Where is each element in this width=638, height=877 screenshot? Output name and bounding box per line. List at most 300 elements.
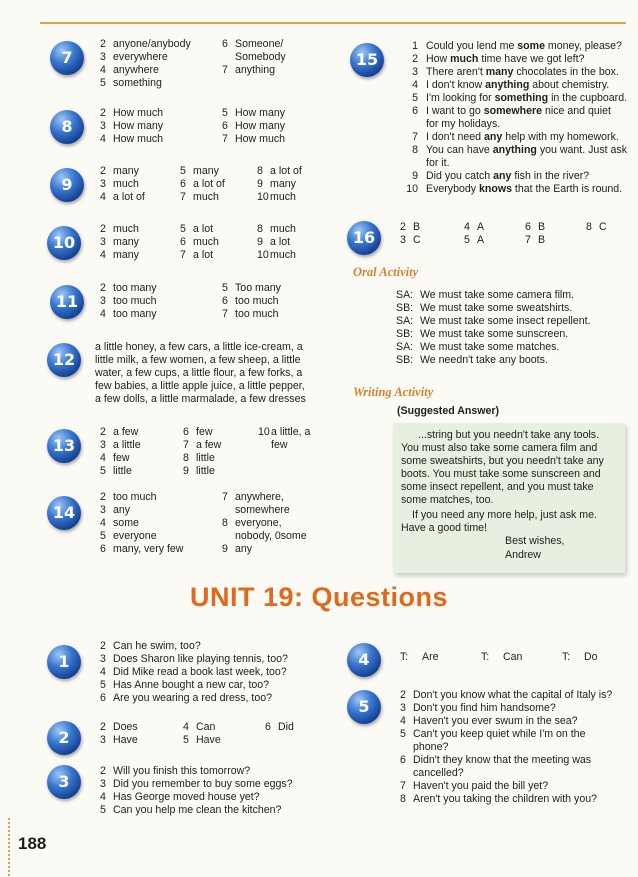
answer-item bbox=[100, 133, 163, 146]
answer-item bbox=[100, 308, 157, 321]
answer-column bbox=[100, 282, 157, 321]
answer-item bbox=[257, 165, 302, 178]
dialogue-line bbox=[396, 354, 591, 367]
dialogue-line bbox=[396, 341, 591, 354]
item-number: 3 bbox=[100, 295, 106, 307]
item-number: 7 bbox=[222, 491, 228, 503]
answer-column bbox=[562, 651, 598, 664]
speaker-label: SB: bbox=[396, 328, 414, 340]
answer-item bbox=[400, 728, 612, 741]
item-number bbox=[222, 504, 235, 517]
item-number: T: bbox=[481, 651, 490, 663]
answer-item bbox=[222, 491, 307, 504]
item-number: 3 bbox=[100, 504, 106, 516]
item-number: 7 bbox=[180, 249, 186, 261]
item-text: B bbox=[538, 234, 546, 246]
item-number: 5 bbox=[412, 92, 418, 104]
answer-item bbox=[100, 236, 139, 249]
exercise-number-badge: 15 bbox=[350, 43, 384, 77]
item-text: How much bbox=[235, 133, 286, 145]
item-number: 2 bbox=[100, 223, 106, 235]
item-number: 6 bbox=[180, 236, 186, 248]
item-text: I don't need any help with my homework. bbox=[426, 131, 619, 143]
answer-item bbox=[525, 221, 545, 234]
item-number: T: bbox=[562, 651, 571, 663]
item-number: 5 bbox=[464, 234, 470, 246]
answer-item bbox=[100, 491, 183, 504]
unit-title: UNIT 19: Questions bbox=[189, 582, 449, 612]
answer-item bbox=[400, 767, 612, 780]
item-number: 7 bbox=[180, 191, 186, 203]
item-text: a lot bbox=[193, 249, 214, 261]
item-number: 3 bbox=[100, 120, 106, 132]
answer-item bbox=[400, 118, 627, 131]
answer-column bbox=[100, 491, 183, 556]
item-text: Everybody knows that the Earth is round. bbox=[426, 183, 623, 195]
answer-column bbox=[222, 282, 281, 321]
item-number: 4 bbox=[100, 666, 106, 678]
answer-item bbox=[100, 77, 191, 90]
item-number: 4 bbox=[100, 64, 106, 76]
answer-column bbox=[100, 107, 163, 146]
item-text: many bbox=[270, 178, 296, 190]
item-number: 8 bbox=[183, 452, 189, 464]
answer-item bbox=[257, 178, 302, 191]
item-text: How many bbox=[235, 107, 286, 119]
item-text: many bbox=[113, 165, 139, 177]
item-text: cancelled? bbox=[413, 767, 464, 779]
answer-item bbox=[180, 249, 219, 262]
answer-item bbox=[258, 426, 310, 439]
item-text: a lot bbox=[193, 223, 214, 235]
item-text: much bbox=[270, 191, 296, 203]
answer-item bbox=[400, 741, 612, 754]
answer-item bbox=[100, 791, 293, 804]
item-text: Did bbox=[278, 721, 294, 733]
margin-dots bbox=[8, 818, 10, 876]
item-text: a little, a bbox=[271, 426, 311, 438]
answer-item bbox=[400, 40, 627, 53]
item-text: for it. bbox=[426, 157, 450, 169]
item-text: too much bbox=[235, 295, 279, 307]
item-number: 6 bbox=[180, 178, 186, 190]
top-rule bbox=[40, 22, 626, 24]
answer-item bbox=[100, 38, 191, 51]
item-number: 6 bbox=[412, 105, 418, 117]
item-number: 2 bbox=[412, 53, 418, 65]
item-number: 4 bbox=[100, 191, 106, 203]
answer-item bbox=[257, 249, 296, 262]
answer-item bbox=[222, 38, 286, 51]
answer-item bbox=[100, 517, 183, 530]
exercise-number-badge: 5 bbox=[347, 690, 381, 724]
item-text: How much bbox=[113, 133, 164, 145]
item-text: C bbox=[599, 221, 607, 233]
dialogue-line bbox=[396, 315, 591, 328]
item-text: much bbox=[193, 236, 219, 248]
answer-item bbox=[100, 465, 141, 478]
exercise-number-badge: 4 bbox=[347, 643, 381, 677]
answer-item bbox=[100, 530, 183, 543]
answer-item bbox=[400, 92, 627, 105]
item-number: T: bbox=[400, 651, 409, 663]
item-text: Can bbox=[196, 721, 216, 733]
item-number: 1 bbox=[412, 40, 418, 52]
item-number: 3 bbox=[100, 778, 106, 790]
answer-item bbox=[100, 51, 191, 64]
item-number: 4 bbox=[400, 715, 406, 727]
answer-item bbox=[183, 465, 221, 478]
item-number: 5 bbox=[222, 282, 228, 294]
item-number: 2 bbox=[400, 221, 406, 233]
oral-dialogue bbox=[396, 289, 591, 367]
answer-item bbox=[222, 530, 307, 543]
item-number: 7 bbox=[412, 131, 418, 143]
answer-column bbox=[100, 426, 141, 478]
answer-item bbox=[100, 439, 141, 452]
dialogue-text: We must take some insect repellent. bbox=[420, 315, 591, 327]
letter-signature: Andrew bbox=[505, 549, 541, 561]
answer-item bbox=[400, 170, 627, 183]
item-text: Didn't they know that the meeting was bbox=[413, 754, 592, 766]
answer-item bbox=[183, 721, 221, 734]
answer-item bbox=[400, 715, 612, 728]
dialogue-text: We must take some sweatshirts. bbox=[420, 302, 573, 314]
item-number: 5 bbox=[100, 465, 106, 477]
answer-item bbox=[400, 689, 612, 702]
item-number: 6 bbox=[222, 295, 228, 307]
answer-column bbox=[222, 107, 285, 146]
item-text: B bbox=[413, 221, 421, 233]
item-text: few bbox=[113, 452, 130, 464]
item-number: 2 bbox=[100, 721, 106, 733]
answer-column bbox=[222, 491, 307, 556]
answer-column bbox=[100, 765, 293, 817]
answer-column bbox=[180, 165, 225, 204]
item-text: many, very few bbox=[113, 543, 184, 555]
answer-item bbox=[222, 517, 307, 530]
item-text: Does Sharon like playing tennis, too? bbox=[113, 653, 288, 665]
item-text: Are bbox=[422, 651, 439, 663]
answer-item bbox=[265, 721, 294, 734]
item-number: 4 bbox=[100, 249, 106, 261]
answer-item bbox=[100, 640, 288, 653]
item-text: Did you remember to buy some eggs? bbox=[113, 778, 293, 790]
item-number: 9 bbox=[257, 236, 263, 248]
answer-item bbox=[100, 107, 163, 120]
item-number: 4 bbox=[183, 721, 189, 733]
answer-item bbox=[180, 165, 225, 178]
answer-item bbox=[464, 234, 484, 247]
item-text: Can't you keep quiet while I'm on the bbox=[413, 728, 586, 740]
item-text: little bbox=[113, 465, 132, 477]
item-text: too much bbox=[113, 295, 157, 307]
item-text: I want to go somewhere nice and quiet bbox=[426, 105, 611, 117]
answer-item bbox=[258, 439, 310, 452]
answer-item bbox=[100, 804, 293, 817]
item-text: B bbox=[538, 221, 546, 233]
answer-item bbox=[100, 653, 288, 666]
speaker-label: SA: bbox=[396, 341, 414, 353]
item-text: any bbox=[235, 543, 253, 555]
speaker-label: SA: bbox=[396, 315, 414, 327]
answer-column bbox=[257, 223, 296, 262]
item-text: Are you wearing a red dress, too? bbox=[113, 692, 272, 704]
item-text: How many bbox=[113, 120, 164, 132]
answer-item bbox=[481, 651, 522, 664]
item-text: Do bbox=[584, 651, 598, 663]
item-text: any bbox=[113, 504, 131, 516]
item-text: nobody, 0some bbox=[235, 530, 307, 542]
answer-item bbox=[100, 120, 163, 133]
exercise-number-badge: 10 bbox=[47, 226, 81, 260]
item-number: 7 bbox=[400, 780, 406, 792]
answer-item bbox=[183, 452, 221, 465]
answer-item bbox=[100, 504, 183, 517]
item-number: 6 bbox=[183, 426, 189, 438]
answer-item bbox=[183, 439, 221, 452]
item-number: 4 bbox=[100, 791, 106, 803]
item-number: 5 bbox=[100, 679, 106, 691]
answer-item bbox=[400, 221, 421, 234]
answer-column bbox=[183, 426, 221, 478]
item-number: 8 bbox=[257, 223, 263, 235]
item-text: too much bbox=[235, 308, 279, 320]
item-text: something bbox=[113, 77, 162, 89]
exercise-number-badge: 7 bbox=[50, 41, 84, 75]
answer-item bbox=[464, 221, 484, 234]
item-number: 8 bbox=[257, 165, 263, 177]
item-text: There aren't many chocolates in the box. bbox=[426, 66, 619, 78]
answer-item bbox=[100, 191, 145, 204]
answer-column bbox=[464, 221, 484, 247]
item-text: Haven't you paid the bill yet? bbox=[413, 780, 549, 792]
answer-item bbox=[100, 692, 288, 705]
item-text: Does bbox=[113, 721, 138, 733]
item-text: Aren't you taking the children with you? bbox=[413, 793, 597, 805]
item-number: 3 bbox=[412, 66, 418, 78]
item-text: a few bbox=[196, 439, 222, 451]
item-number: 5 bbox=[222, 107, 228, 119]
item-text: many bbox=[113, 236, 139, 248]
exercise-number-badge: 1 bbox=[47, 645, 81, 679]
item-number: 6 bbox=[222, 120, 228, 132]
answer-column bbox=[100, 721, 138, 747]
item-text: many bbox=[193, 165, 219, 177]
item-number: 5 bbox=[180, 223, 186, 235]
exercise-number-badge: 12 bbox=[47, 343, 81, 377]
item-number: 5 bbox=[183, 734, 189, 746]
answer-item bbox=[100, 178, 145, 191]
letter-line: ...string but you needn't take any tools. bbox=[418, 429, 600, 441]
letter-line: Have a good time! bbox=[401, 522, 487, 534]
item-text: a lot of bbox=[193, 178, 225, 190]
answer-item bbox=[100, 778, 293, 791]
item-text: Too many bbox=[235, 282, 281, 294]
answer-item bbox=[257, 223, 296, 236]
item-text: C bbox=[413, 234, 421, 246]
item-number: 9 bbox=[222, 543, 228, 555]
item-number: 5 bbox=[100, 77, 106, 89]
item-number: 10 bbox=[258, 426, 270, 438]
item-number: 4 bbox=[100, 308, 106, 320]
answer-item bbox=[100, 452, 141, 465]
answer-item bbox=[100, 734, 138, 747]
exercise-number-badge: 9 bbox=[50, 168, 84, 202]
exercise-number-badge: 8 bbox=[50, 110, 84, 144]
answer-item bbox=[100, 765, 293, 778]
item-text: Has Anne bought a new car, too? bbox=[113, 679, 270, 691]
item-number: 4 bbox=[100, 133, 106, 145]
item-text: a lot bbox=[270, 236, 291, 248]
answer-item bbox=[562, 651, 598, 664]
item-number: 2 bbox=[100, 38, 106, 50]
answer-item bbox=[400, 702, 612, 715]
item-number: 2 bbox=[100, 107, 106, 119]
item-number: 3 bbox=[400, 702, 406, 714]
item-number: 6 bbox=[265, 721, 271, 733]
oral-activity-heading: Oral Activity bbox=[353, 265, 419, 279]
answer-item bbox=[222, 504, 307, 517]
item-number: 7 bbox=[222, 133, 228, 145]
item-text: How much time have we got left? bbox=[426, 53, 585, 65]
item-number: 7 bbox=[183, 439, 189, 451]
item-number: 6 bbox=[525, 221, 531, 233]
answer-item bbox=[100, 64, 191, 77]
answer-column bbox=[100, 640, 288, 705]
answer-item bbox=[180, 223, 219, 236]
item-number bbox=[400, 118, 418, 131]
answer-item bbox=[222, 133, 285, 146]
item-text: for my holidays. bbox=[426, 118, 501, 130]
item-text: a little bbox=[113, 439, 141, 451]
item-text: a lot of bbox=[270, 165, 302, 177]
answer-item bbox=[100, 295, 157, 308]
item-number: 4 bbox=[100, 517, 106, 529]
item-text: Has George moved house yet? bbox=[113, 791, 260, 803]
answer-column bbox=[257, 165, 302, 204]
item-text: Haven't you ever swum in the sea? bbox=[413, 715, 578, 727]
item-number: 6 bbox=[222, 38, 228, 50]
letter-closing: Best wishes, bbox=[505, 535, 565, 547]
item-number: 3 bbox=[100, 439, 106, 451]
exercise-number-badge: 11 bbox=[50, 285, 84, 319]
letter-line: some insect repellent, and you must take bbox=[401, 481, 594, 493]
item-number: 5 bbox=[180, 165, 186, 177]
item-text: Don't you find him handsome? bbox=[413, 702, 556, 714]
letter-line: some sweatshirts, but you needn't take any bbox=[401, 455, 604, 467]
item-number: 3 bbox=[100, 178, 106, 190]
answer-item bbox=[100, 165, 145, 178]
item-text: a few bbox=[113, 426, 139, 438]
answer-item bbox=[100, 223, 139, 236]
letter-line: boots. You must take some sunscreen and bbox=[401, 468, 601, 480]
answer-item bbox=[180, 191, 225, 204]
exercise-number-badge: 3 bbox=[47, 765, 81, 799]
answer-item bbox=[257, 191, 302, 204]
item-number: 6 bbox=[100, 543, 106, 555]
item-number: 8 bbox=[222, 517, 228, 529]
answer-column bbox=[586, 221, 607, 234]
answer-paragraph-line: water, a few cups, a little flour, a few forks, a bbox=[95, 367, 303, 379]
answer-item bbox=[586, 221, 607, 234]
answer-item bbox=[222, 308, 281, 321]
answer-item bbox=[183, 426, 221, 439]
answer-column bbox=[400, 651, 439, 664]
item-number: 10 bbox=[257, 191, 269, 203]
dialogue-text: We must take some camera film. bbox=[420, 289, 575, 301]
item-number: 7 bbox=[525, 234, 531, 246]
answer-column bbox=[265, 721, 294, 734]
answer-column bbox=[481, 651, 522, 664]
item-number: 3 bbox=[100, 653, 106, 665]
item-text: Someone/ bbox=[235, 38, 284, 50]
answer-item bbox=[222, 107, 285, 120]
item-text: Have bbox=[196, 734, 221, 746]
answer-column bbox=[180, 223, 219, 262]
item-text: much bbox=[270, 249, 296, 261]
item-text: Don't you know what the capital of Italy is? bbox=[413, 689, 613, 701]
answer-list bbox=[400, 40, 627, 196]
item-number: 5 bbox=[100, 530, 106, 542]
item-text: everyone bbox=[113, 530, 157, 542]
item-number: 9 bbox=[412, 170, 418, 182]
item-text: How many bbox=[235, 120, 286, 132]
item-number: 10 bbox=[257, 249, 269, 261]
item-text: little bbox=[196, 465, 215, 477]
answer-item bbox=[400, 157, 627, 170]
writing-activity-heading: Writing Activity bbox=[353, 385, 434, 399]
answer-item bbox=[180, 178, 225, 191]
answer-column bbox=[183, 721, 221, 747]
item-text: I'm looking for something in the cupboard. bbox=[426, 92, 628, 104]
dialogue-line bbox=[396, 328, 591, 341]
answer-item bbox=[100, 282, 157, 295]
dialogue-line bbox=[396, 289, 591, 302]
answer-column bbox=[100, 223, 139, 262]
item-text: everyone, bbox=[235, 517, 282, 529]
item-number: 3 bbox=[100, 734, 106, 746]
item-number: 2 bbox=[100, 282, 106, 294]
item-number: 3 bbox=[100, 236, 106, 248]
item-number bbox=[400, 767, 413, 780]
item-number: 9 bbox=[183, 465, 189, 477]
answer-item bbox=[400, 105, 627, 118]
exercise-number-badge: 16 bbox=[347, 221, 381, 255]
item-text: anything bbox=[235, 64, 276, 76]
answer-item bbox=[100, 721, 138, 734]
item-text: Could you lend me some money, please? bbox=[426, 40, 622, 52]
item-number bbox=[400, 157, 418, 170]
item-text: Can he swim, too? bbox=[113, 640, 201, 652]
answer-item bbox=[400, 79, 627, 92]
item-text: anywhere, bbox=[235, 491, 284, 503]
speaker-label: SA: bbox=[396, 289, 414, 301]
answer-paragraph-line: a few dolls, a little marmalade, a few dresses bbox=[95, 393, 306, 405]
answer-item bbox=[222, 543, 307, 556]
answer-item bbox=[100, 679, 288, 692]
item-text: much bbox=[270, 223, 296, 235]
suggested-answer-label: (Suggested Answer) bbox=[397, 405, 500, 417]
answer-item bbox=[100, 249, 139, 262]
answer-item bbox=[180, 236, 219, 249]
item-number: 5 bbox=[100, 804, 106, 816]
item-number bbox=[222, 51, 235, 64]
item-text: everywhere bbox=[113, 51, 168, 63]
answer-item bbox=[400, 780, 612, 793]
item-text: Can you help me clean the kitchen? bbox=[113, 804, 282, 816]
item-text: a lot of bbox=[113, 191, 145, 203]
